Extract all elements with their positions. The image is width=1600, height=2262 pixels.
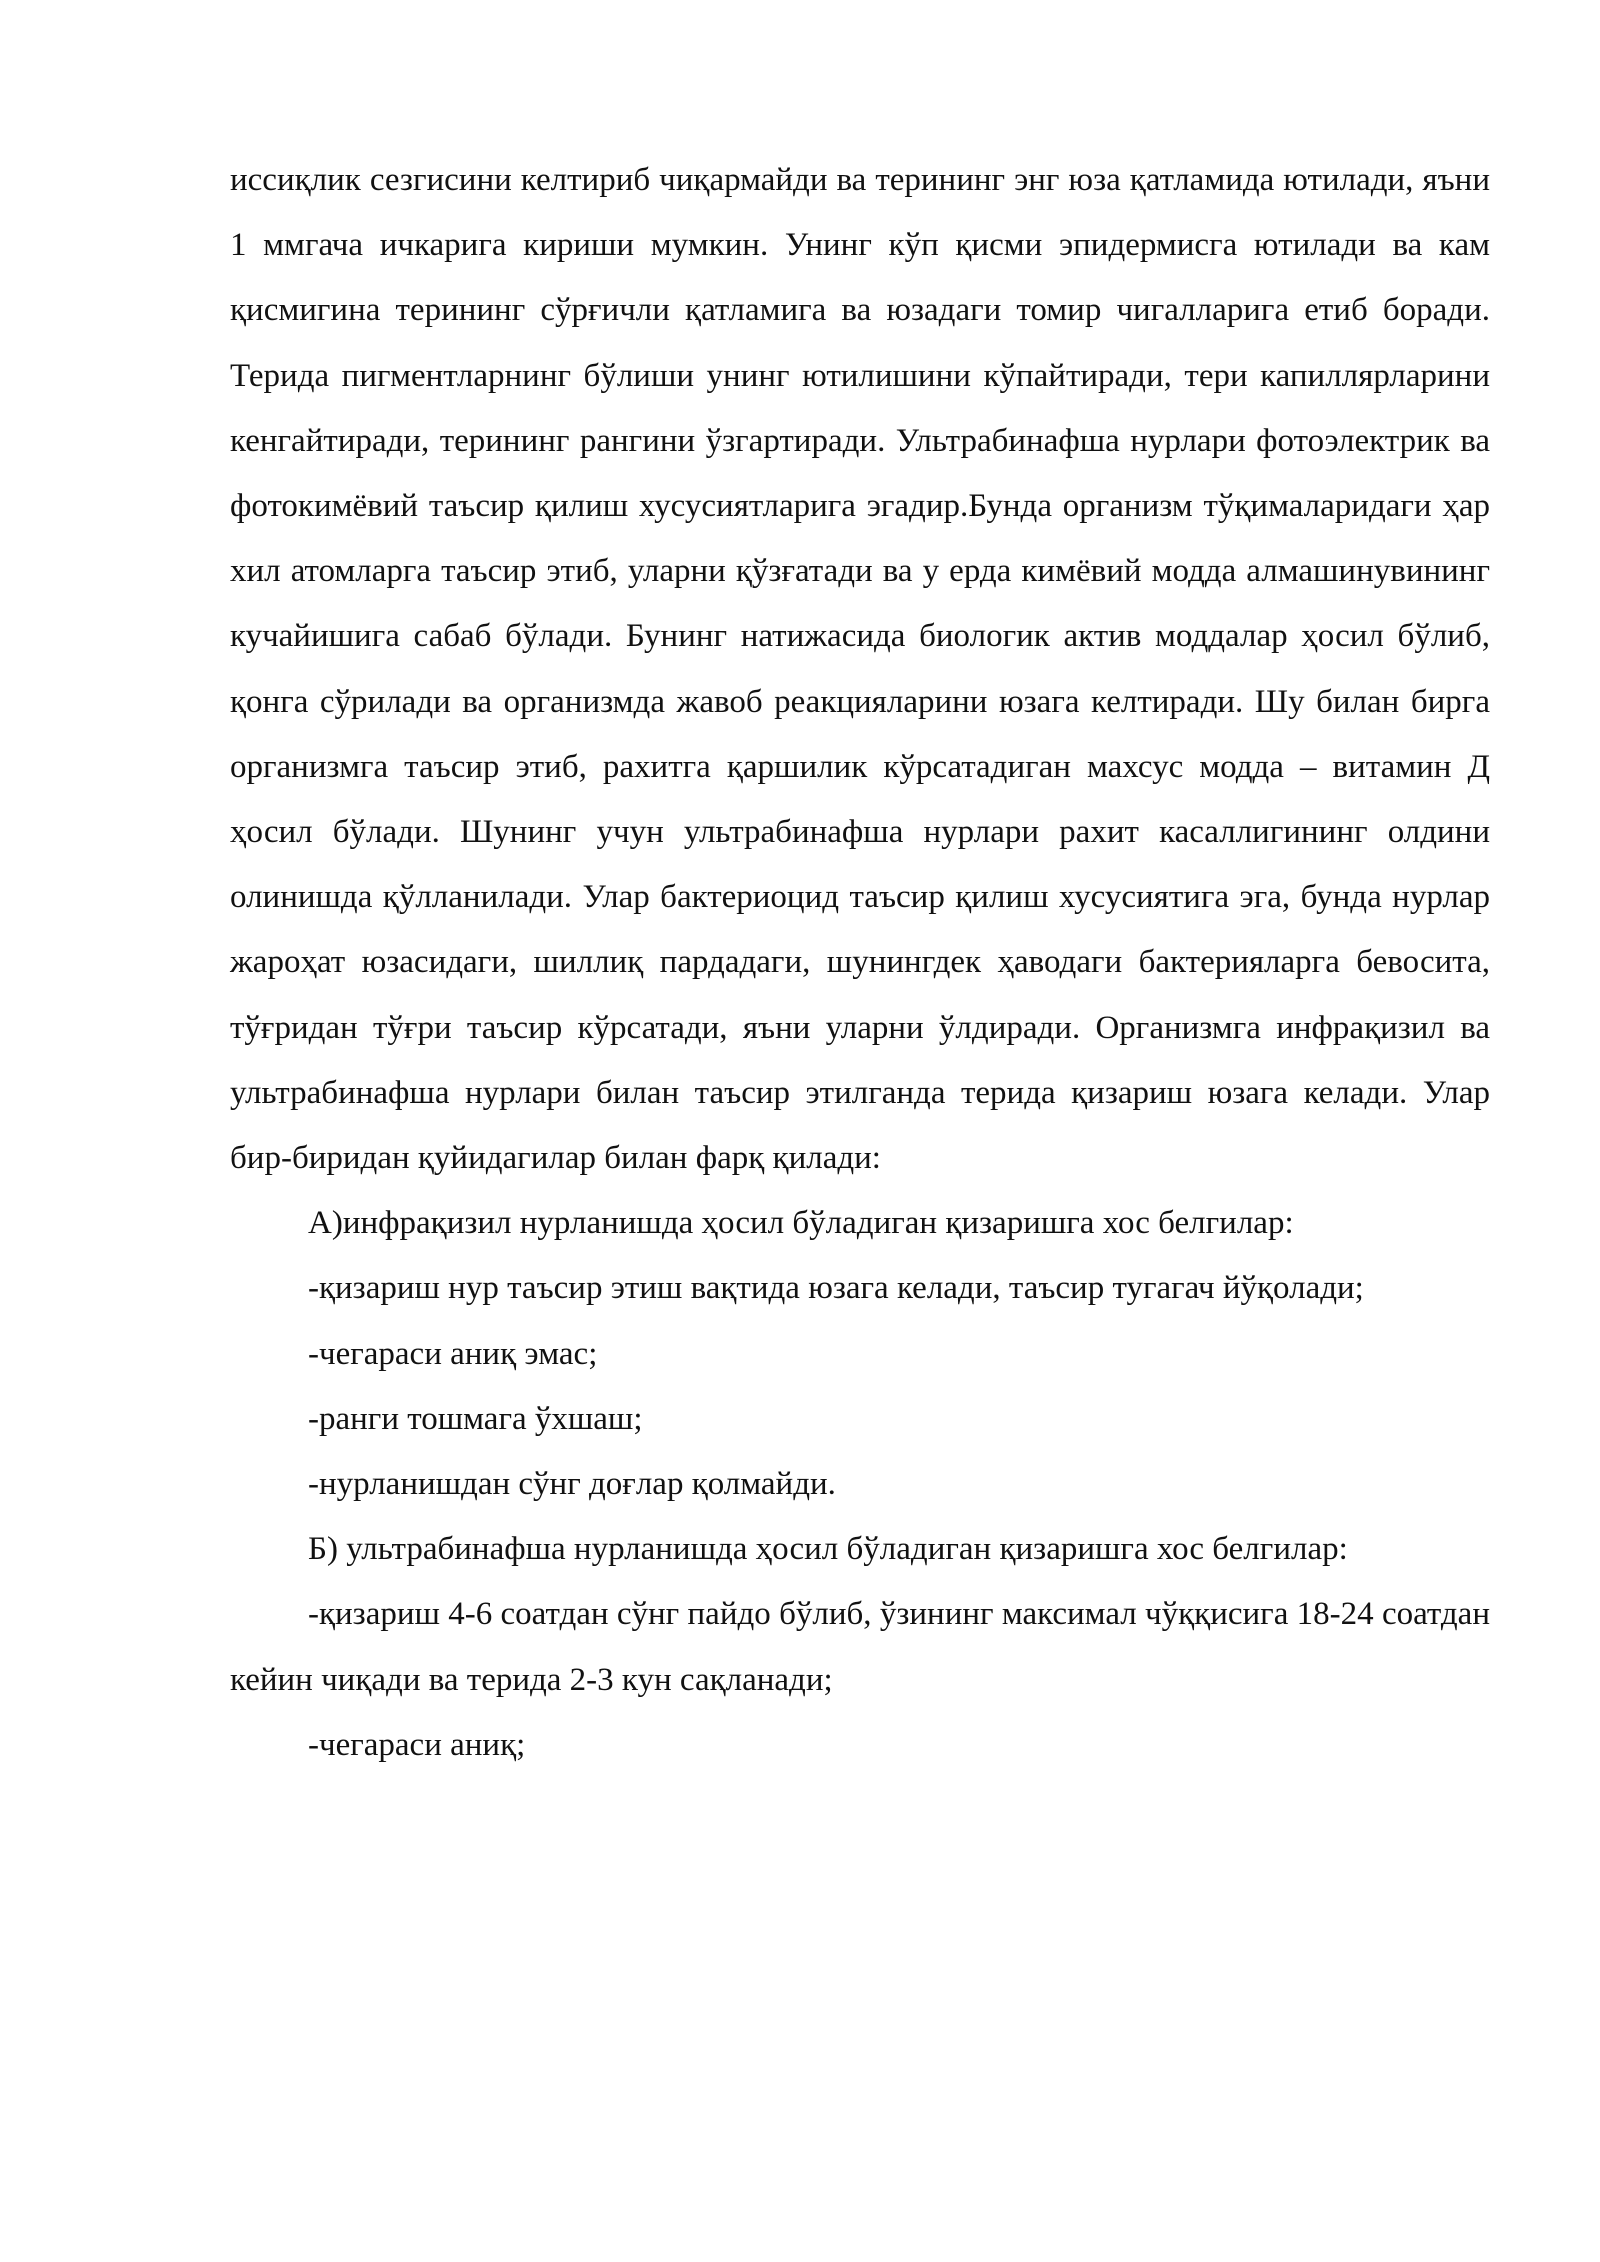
paragraph-heading-a: А)инфрақизил нурланишда ҳосил бўладиган қизаришга хос белгилар: — [308, 1205, 1294, 1242]
list-item-a4: -нурланишдан сўнг доғлар қолмайди. — [308, 1466, 836, 1503]
paragraph-main: иссиқлик сезгисини келтириб чиқармайди ва терининг энг юза қатламида ютилади, яъни 1 ммгача ичкарига кириши мумкин. Унинг кўп қисми эпидермисга ютилади ва кам қисмигина терининг сўрғичли қатламига ва юзадаги томир чигалларига етиб боради. Терида пигментларнинг бўлиши унинг ютилишини кўпайтиради, тери капиллярларини кенгайтиради, терининг рангини ўзгартиради. Ультрабинафша нурлари фотоэлектрик ва фотокимёвий таъсир қилиш хусусиятларига эгадир.Бунда организм тўқималаридаги ҳар хил атомларга таъсир этиб, уларни қўзғатади ва у ерда кимёвий модда алмашинувининг кучайишига сабаб бўлади. Бунинг натижасида биологик актив моддалар ҳосил бўлиб, қонга сўрилади ва организмда жавоб реакцияларини юзага келтиради. Шу билан бирга организмга таъсир этиб, рахитга қаршилик кўрсатадиган махсус модда – витамин Д ҳосил бўлади. Шунинг учун ультрабинафша нурлари рахит касаллигининг олдини олинишда қўлланилади. Улар бактериоцид таъсир қилиш хусусиятига эга, бунда нурлар жароҳат юзасидаги, шиллиқ пардадаги, шунингдек ҳаводаги бактерияларга бевосита, тўғридан тўғри таъсир кўрсатади, яъни уларни ўлдиради. Организмга инфрақизил ва ультрабинафша нурлари билан таъсир этилганда терида қизариш юзага келади. Улар бир-биридан қуйидагилар билан фарқ қилади: — [230, 162, 1490, 1177]
list-item-a1: -қизариш нур таъсир этиш вақтида юзага келади, таъсир тугагач йўқолади; — [308, 1270, 1364, 1307]
list-item-a2: -чегараси аниқ эмас; — [308, 1335, 598, 1372]
paragraph-heading-b: Б) ультрабинафша нурланишда ҳосил бўладиган қизаришга хос белгилар: — [308, 1531, 1348, 1568]
list-item-b1: -қизариш 4-6 соатдан сўнг пайдо бўлиб, ўзининг максимал чўққисига 18-24 соатдан кейин чиқади ва терида 2-3 кун сақланади; — [230, 1596, 1490, 1698]
document-body — [230, 148, 1490, 1778]
list-item-a3: -ранги тошмага ўхшаш; — [308, 1400, 643, 1437]
list-item-b2: -чегараси аниқ; — [308, 1726, 526, 1763]
